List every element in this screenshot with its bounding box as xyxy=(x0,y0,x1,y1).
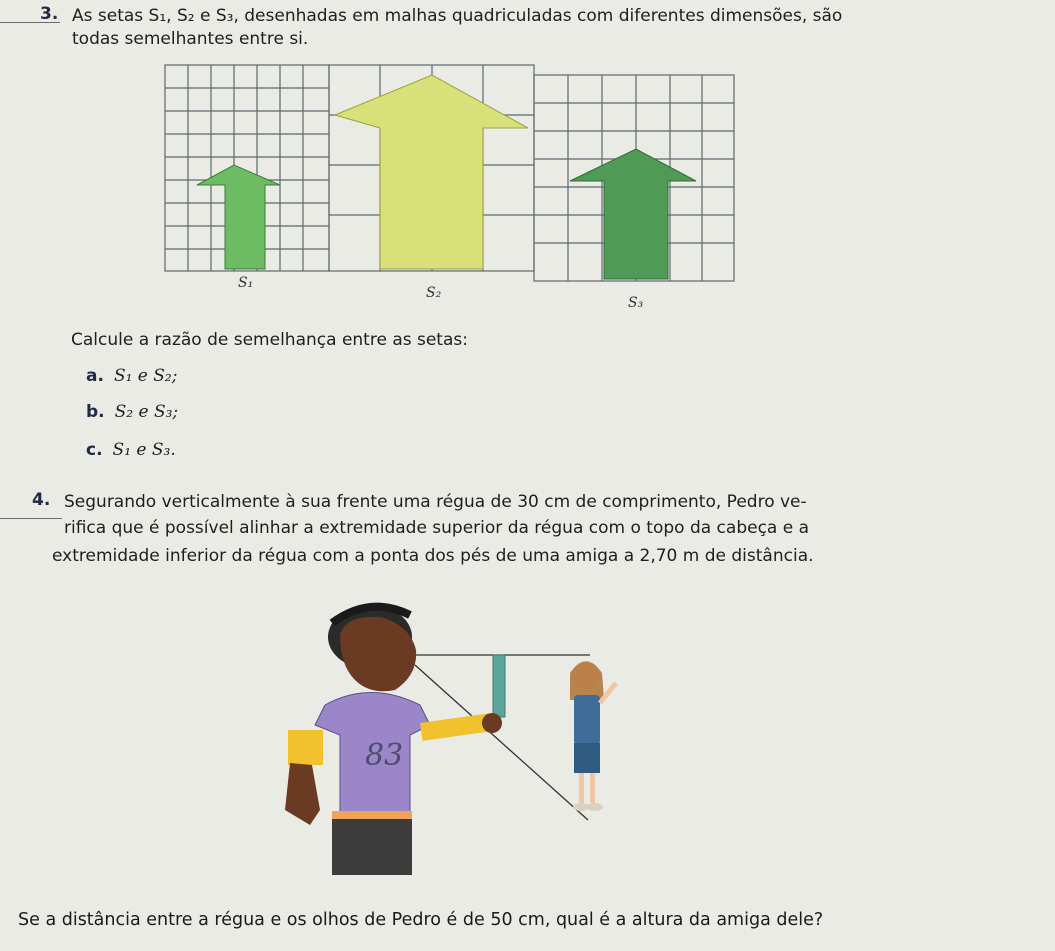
item-a-letter: a. xyxy=(86,366,104,386)
question-3-number: 3. xyxy=(40,4,59,24)
arrow-label-s1: S₁ xyxy=(238,275,254,291)
shirt-number: 83 xyxy=(365,738,404,773)
bleed-through-text xyxy=(600,60,1040,940)
pedro-illustration xyxy=(270,595,650,885)
question-4-line-3: extremidade inferior da régua com a ponta dos pés de uma amiga a 2,70 m de distância. xyxy=(52,546,814,566)
item-b xyxy=(86,402,178,422)
arrow-s1 xyxy=(197,165,280,269)
margin-rule-q4 xyxy=(0,518,62,519)
arrow-label-s2: S₂ xyxy=(426,285,442,301)
item-c xyxy=(86,440,176,460)
arrow-s2 xyxy=(335,75,528,269)
item-c-letter: c. xyxy=(86,440,103,460)
ruler xyxy=(493,655,505,717)
question-3-line-1: As setas S₁, S₂ e S₃, desenhadas em malhas quadriculadas com diferentes dimensões, são xyxy=(72,6,843,26)
item-b-letter: b. xyxy=(86,402,105,422)
arrow-label-s3: S₃ xyxy=(628,295,644,311)
item-c-text: S₁ e S₃. xyxy=(112,440,176,460)
item-b-text: S₂ e S₃; xyxy=(114,402,179,422)
pedro-figure xyxy=(285,605,502,875)
question-4-final: Se a distância entre a régua e os olhos de Pedro é de 50 cm, qual é a altura da amiga dele? xyxy=(18,910,824,930)
question-4-number: 4. xyxy=(32,490,51,510)
question-4-line-1: Segurando verticalmente à sua frente uma régua de 30 cm de comprimento, Pedro ve- xyxy=(64,492,807,512)
item-a xyxy=(86,366,177,386)
question-3-line-2: todas semelhantes entre si. xyxy=(72,29,309,49)
question-3-prompt: Calcule a razão de semelhança entre as setas: xyxy=(71,330,468,350)
question-4-line-2: rifica que é possível alinhar a extremidade superior da régua com o topo da cabeça e a xyxy=(64,518,810,538)
item-a-text: S₁ e S₂; xyxy=(113,366,178,386)
